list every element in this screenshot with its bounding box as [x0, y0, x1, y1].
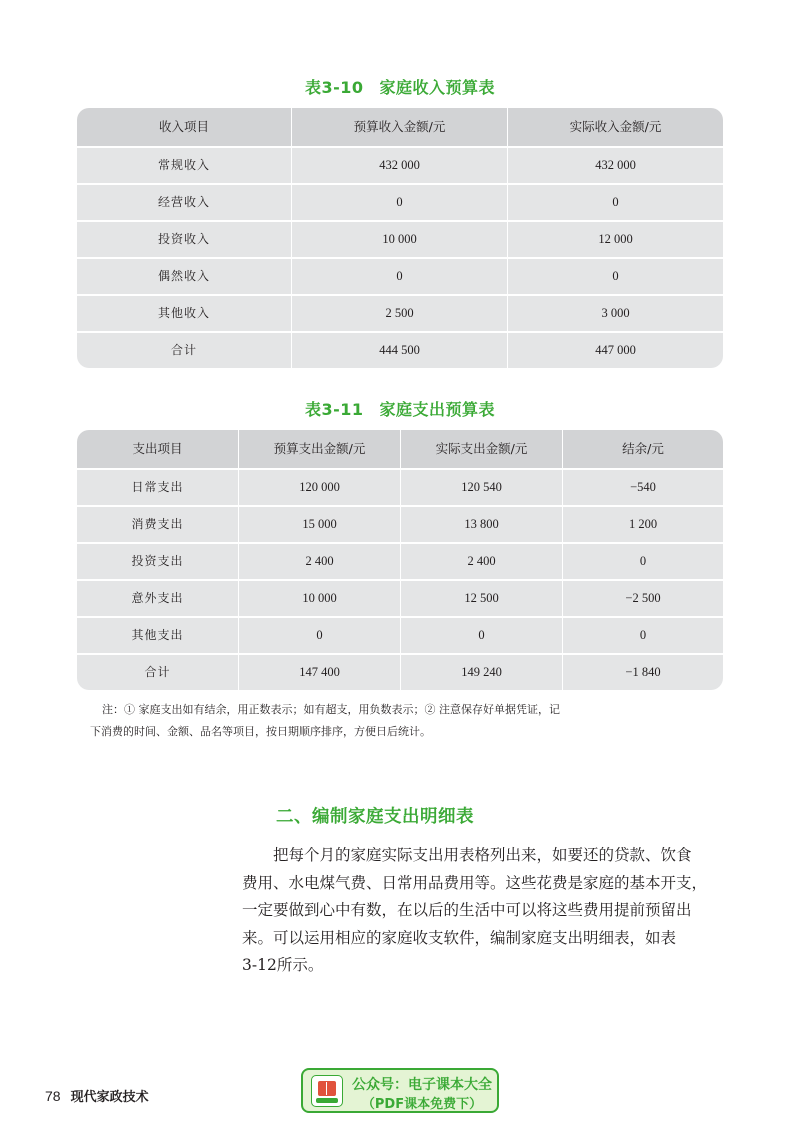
table-row	[77, 470, 723, 505]
table-row	[77, 148, 723, 183]
table-cell: 日常支出	[131, 480, 184, 494]
table2-number: 表3-11	[304, 400, 364, 419]
table-header-row	[77, 430, 723, 468]
table-cell: 2 400	[400, 544, 562, 579]
table-cell: 常规收入	[157, 158, 210, 172]
body-paragraph	[242, 842, 724, 980]
table-row	[77, 296, 723, 331]
column-header: 实际收入金额/元	[507, 108, 723, 146]
body-line: 一定要做到心中有数，在以后的生活中可以将这些费用提前预留出	[242, 901, 692, 919]
table-cell: 合计	[170, 343, 197, 357]
column-header: 结余/元	[562, 430, 723, 468]
table1-caption	[0, 75, 800, 98]
table-total-row	[77, 655, 723, 690]
table-cell: 120 000	[238, 470, 400, 505]
table-cell: 15 000	[238, 507, 400, 542]
column-header: 预算支出金额/元	[238, 430, 400, 468]
table-cell: 120 540	[400, 470, 562, 505]
table-header-row	[77, 108, 723, 146]
body-line: 把每个月的家庭实际支出用表格列出来，如要还的贷款、饮食	[273, 846, 692, 864]
table-cell: 1 200	[562, 507, 723, 542]
page-number: 78	[45, 1088, 61, 1104]
section-heading: 二、编制家庭支出明细表	[276, 807, 474, 827]
table-cell: −540	[562, 470, 723, 505]
table-total-row	[77, 333, 723, 368]
book-logo-icon	[311, 1075, 343, 1107]
column-header: 预算收入金额/元	[291, 108, 507, 146]
table-row	[77, 507, 723, 542]
page-footer	[45, 1086, 149, 1105]
table-cell: 2 400	[238, 544, 400, 579]
table-cell: −2 500	[562, 581, 723, 616]
table-cell: 10 000	[291, 222, 507, 257]
table2-caption	[0, 397, 800, 420]
table-cell: 0	[400, 618, 562, 653]
table-cell: 偶然收入	[157, 269, 210, 283]
table-cell: 消费支出	[131, 517, 184, 531]
table-cell: 0	[291, 259, 507, 294]
table1-title: 家庭收入预算表	[379, 78, 496, 97]
table-row	[77, 259, 723, 294]
body-line: 3-12所示。	[242, 956, 324, 974]
watermark-badge	[301, 1068, 499, 1113]
table-cell: 经营收入	[157, 195, 210, 209]
book-title: 现代家政技术	[70, 1090, 149, 1105]
table-cell: 149 240	[400, 655, 562, 690]
badge-line-2: （PDF课本免费下）	[361, 1097, 483, 1112]
body-line: 来。可以运用相应的家庭收支软件，编制家庭支出明细表，如表	[242, 928, 677, 947]
table-cell: 10 000	[238, 581, 400, 616]
column-header: 支出项目	[132, 441, 183, 456]
table-cell: 447 000	[507, 333, 723, 368]
table-cell: 0	[562, 618, 723, 653]
table-cell: 12 000	[507, 222, 723, 257]
table-cell: 其他支出	[131, 628, 184, 642]
table-cell: 其他收入	[157, 306, 210, 320]
table-cell: 444 500	[291, 333, 507, 368]
table1-number: 表3-10	[304, 78, 364, 97]
column-header: 收入项目	[158, 119, 209, 134]
table-row	[77, 581, 723, 616]
table-note	[90, 699, 722, 743]
table2-title: 家庭支出预算表	[379, 400, 496, 419]
table-row	[77, 544, 723, 579]
body-line: 费用、水电煤气费、日常用品费用等。这些花费是家庭的基本开支，	[242, 873, 708, 892]
expense-budget-table	[77, 430, 723, 690]
table-row	[77, 185, 723, 220]
table-cell: 2 500	[291, 296, 507, 331]
badge-line-1: 公众号：电子课本大全	[352, 1077, 492, 1093]
table-cell: 意外支出	[131, 591, 184, 605]
table-cell: 12 500	[400, 581, 562, 616]
note-line: 注：① 家庭支出如有结余，用正数表示；如有超支，用负数表示；② 注意保存好单据凭证，记	[102, 703, 560, 716]
note-line: 下消费的时间、金额、品名等项目，按日期顺序排序，方便日后统计。	[90, 725, 431, 738]
income-budget-table	[77, 108, 723, 368]
table-cell: 147 400	[238, 655, 400, 690]
table-row	[77, 222, 723, 257]
table-cell: 0	[507, 185, 723, 220]
table-cell: 合计	[144, 665, 171, 679]
table-cell: 432 000	[507, 148, 723, 183]
column-header: 实际支出金额/元	[400, 430, 562, 468]
table-cell: 432 000	[291, 148, 507, 183]
table-cell: 0	[507, 259, 723, 294]
table-cell: −1 840	[562, 655, 723, 690]
table-cell: 0	[562, 544, 723, 579]
table-row	[77, 618, 723, 653]
table-cell: 投资收入	[157, 232, 210, 246]
table-cell: 0	[238, 618, 400, 653]
table-cell: 3 000	[507, 296, 723, 331]
table-cell: 13 800	[400, 507, 562, 542]
table-cell: 投资支出	[131, 554, 184, 568]
table-cell: 0	[291, 185, 507, 220]
